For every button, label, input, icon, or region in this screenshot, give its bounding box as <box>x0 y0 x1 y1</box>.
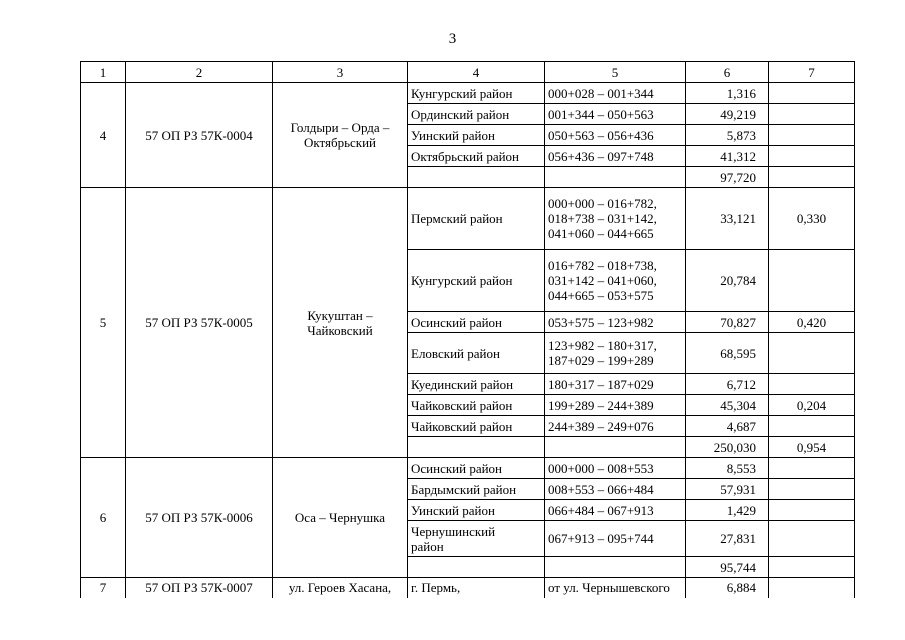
table-row <box>81 458 855 479</box>
road-code: 57 ОП РЗ 57К-0007 <box>126 578 273 598</box>
extra <box>769 458 855 479</box>
length: 27,831 <box>686 521 769 557</box>
header-cell: 1 <box>81 62 126 83</box>
district: Кунгурский район <box>408 83 545 104</box>
extra <box>769 83 855 104</box>
district: Бардымский район <box>408 479 545 500</box>
road-name: Кукуштан – Чайковский <box>273 188 408 458</box>
empty-cell <box>408 167 545 188</box>
km-range: 123+982 – 180+317, 187+029 – 199+289 <box>545 333 686 374</box>
km-range: 180+317 – 187+029 <box>545 374 686 395</box>
length: 20,784 <box>686 250 769 312</box>
km-range: 053+575 – 123+982 <box>545 312 686 333</box>
road-name: Оса – Чернушка <box>273 458 408 578</box>
road-name: ул. Героев Хасана, <box>273 578 408 598</box>
length: 4,687 <box>686 416 769 437</box>
km-range: 050+563 – 056+436 <box>545 125 686 146</box>
extra <box>769 374 855 395</box>
km-range: 066+484 – 067+913 <box>545 500 686 521</box>
header-row <box>81 62 855 83</box>
total-extra: 0,954 <box>769 437 855 458</box>
road-code: 57 ОП РЗ 57К-0006 <box>126 458 273 578</box>
length: 1,429 <box>686 500 769 521</box>
header-cell: 6 <box>686 62 769 83</box>
row-number: 4 <box>81 83 126 188</box>
district: Чайковский район <box>408 416 545 437</box>
length: 41,312 <box>686 146 769 167</box>
district: Октябрьский район <box>408 146 545 167</box>
roads-table <box>80 61 855 598</box>
extra <box>769 416 855 437</box>
length: 45,304 <box>686 395 769 416</box>
empty-cell <box>545 167 686 188</box>
length: 68,595 <box>686 333 769 374</box>
length: 8,553 <box>686 458 769 479</box>
header-cell: 2 <box>126 62 273 83</box>
extra: 0,204 <box>769 395 855 416</box>
total-length: 97,720 <box>686 167 769 188</box>
extra <box>769 521 855 557</box>
km-range: от ул. Чернышевского <box>545 578 686 598</box>
extra <box>769 479 855 500</box>
page-number: 3 <box>448 31 457 47</box>
km-range: 000+028 – 001+344 <box>545 83 686 104</box>
total-length: 95,744 <box>686 557 769 578</box>
km-range: 199+289 – 244+389 <box>545 395 686 416</box>
empty-cell <box>545 557 686 578</box>
extra <box>769 146 855 167</box>
extra <box>769 578 855 598</box>
extra <box>769 125 855 146</box>
km-range: 001+344 – 050+563 <box>545 104 686 125</box>
extra <box>769 500 855 521</box>
row-number: 7 <box>81 578 126 598</box>
district: Чернушинский район <box>408 521 545 557</box>
length: 49,219 <box>686 104 769 125</box>
header-cell: 5 <box>545 62 686 83</box>
district: Уинский район <box>408 125 545 146</box>
road-code: 57 ОП РЗ 57К-0005 <box>126 188 273 458</box>
extra <box>769 333 855 374</box>
table-row <box>81 83 855 104</box>
district: г. Пермь, <box>408 578 545 598</box>
length: 70,827 <box>686 312 769 333</box>
table-row <box>81 188 855 250</box>
km-range: 000+000 – 008+553 <box>545 458 686 479</box>
district: Куединский район <box>408 374 545 395</box>
length: 6,884 <box>686 578 769 598</box>
empty-cell <box>408 557 545 578</box>
km-range: 244+389 – 249+076 <box>545 416 686 437</box>
header-cell: 7 <box>769 62 855 83</box>
empty-cell <box>545 437 686 458</box>
road-name: Голдыри – Орда – Октябрьский <box>273 83 408 188</box>
km-range: 067+913 – 095+744 <box>545 521 686 557</box>
length: 1,316 <box>686 83 769 104</box>
road-code: 57 ОП РЗ 57К-0004 <box>126 83 273 188</box>
district: Кунгурский район <box>408 250 545 312</box>
km-range: 000+000 – 016+782, 018+738 – 031+142, 041+060 – 044+665 <box>545 188 686 250</box>
row-number: 5 <box>81 188 126 458</box>
header-cell: 3 <box>273 62 408 83</box>
total-extra <box>769 557 855 578</box>
row-number: 6 <box>81 458 126 578</box>
header-cell: 4 <box>408 62 545 83</box>
empty-cell <box>408 437 545 458</box>
total-length: 250,030 <box>686 437 769 458</box>
district: Пермский район <box>408 188 545 250</box>
km-range: 008+553 – 066+484 <box>545 479 686 500</box>
extra <box>769 250 855 312</box>
length: 57,931 <box>686 479 769 500</box>
district: Уинский район <box>408 500 545 521</box>
length: 5,873 <box>686 125 769 146</box>
district: Осинский район <box>408 458 545 479</box>
length: 33,121 <box>686 188 769 250</box>
extra: 0,330 <box>769 188 855 250</box>
length: 6,712 <box>686 374 769 395</box>
extra: 0,420 <box>769 312 855 333</box>
table-row <box>81 578 855 598</box>
district: Еловский район <box>408 333 545 374</box>
total-extra <box>769 167 855 188</box>
extra <box>769 104 855 125</box>
district: Осинский район <box>408 312 545 333</box>
km-range: 056+436 – 097+748 <box>545 146 686 167</box>
district: Ординский район <box>408 104 545 125</box>
district: Чайковский район <box>408 395 545 416</box>
km-range: 016+782 – 018+738, 031+142 – 041+060, 044+665 – 053+575 <box>545 250 686 312</box>
